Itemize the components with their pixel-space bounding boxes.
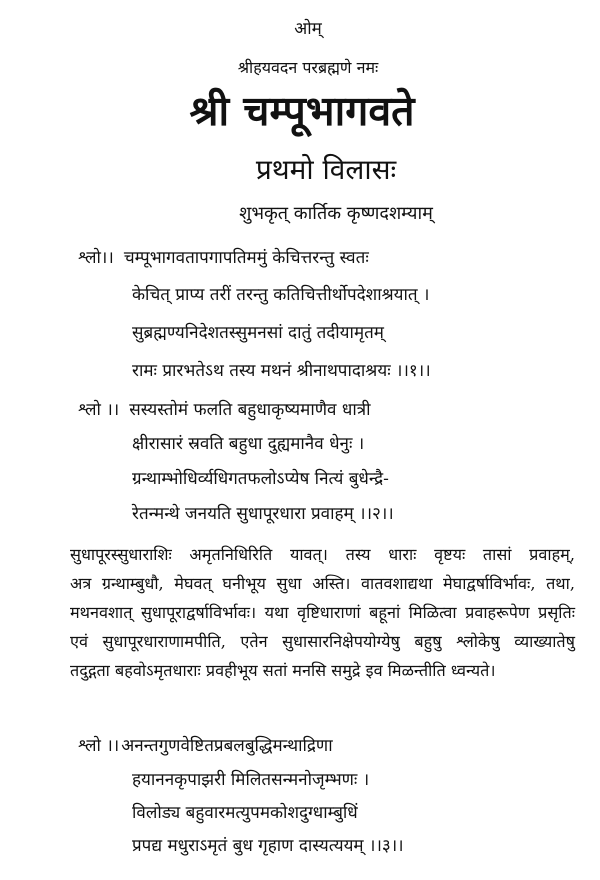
verse-line <box>78 245 369 268</box>
verse-line: ग्रन्थाम्भोधिर्व्यधिगतफलोऽप्येष नित्यं बुधेन्द्रै- <box>132 469 389 489</box>
verse-line: रेतन्मन्थे जनयति सुधापूरधारा प्रवाहम् ।।२।। <box>132 504 394 524</box>
chapter-heading: प्रथमो विलासः <box>255 153 397 186</box>
verse-line: विलोड्य बहुवारमत्युपमकोशदुग्धाम्बुधिं <box>132 803 358 823</box>
commentary-line: एवं सुधापूरधाराणामपीति, एतेन सुधासारनिक्षेपयोग्येषु बहुषु श्लोकेषु व्याख्यातेषु <box>70 632 575 651</box>
verse-text: चम्पूभागवतापगापतिममुं केचित्तरन्तु स्वतः <box>123 248 369 268</box>
verse-line: रामः प्रारभतेऽथ तस्य मथनं श्रीनाथपादाश्रयः ।।१।। <box>132 361 431 381</box>
commentary-line: तदुद्गता बहवोऽमृतधाराः प्रवहीभूय सतां मनसि समुद्रे इव मिळन्तीति ध्वन्यते। <box>70 661 496 680</box>
verse-line: क्षीरासारं स्रवति बहुधा दुह्यमानैव धेनुः । <box>132 434 365 454</box>
commentary-line: अत्र ग्रन्थाम्बुधौ, मेघवत् घनीभूय सुधा अस्ति। वातवशाद्यथा मेघाद्वर्षाविर्भावः, तथा, <box>70 574 575 593</box>
om-heading: ओम् <box>294 19 322 39</box>
verse-line: हयाननकृपाझरी मिलितसन्मनोजृम्भणः । <box>132 770 370 790</box>
verse-label: श्लो ।। <box>78 736 120 756</box>
invocation-line: श्रीहयवदन परब्रह्मणे नमः <box>237 58 379 77</box>
date-line: शुभकृत् कार्तिक कृष्णदशम्याम् <box>239 203 433 224</box>
commentary-paragraph <box>70 543 575 688</box>
verse-line: केचित् प्राप्य तरीं तरन्तु कतिचित्तीर्थोपदेशाश्रयात् । <box>132 285 430 305</box>
verse-line <box>78 733 333 756</box>
verse-label: श्लो।। <box>78 248 114 268</box>
verse-label: श्लो ।। <box>78 400 120 420</box>
verse-text: सस्यस्तोमं फलति बहुधाकृष्यमाणैव धात्री <box>129 400 371 420</box>
verse-text: अनन्तगुणवेष्टितप्रबलबुद्धिमन्थाद्रिणा <box>121 736 333 756</box>
commentary-line: सुधापूरस्सुधाराशिः अमृतनिधिरिति यावत्। तस्य धाराः वृष्टयः तासां प्रवाहम्, <box>70 545 575 564</box>
verse-line: सुब्रह्मण्यनिदेशतस्सुमनसां दातुं तदीयामृतम् <box>132 323 384 343</box>
page-title: श्री चम्पूभागवते <box>189 87 415 135</box>
verse-line: प्रपद्य मधुराऽमृतं बुध गृहाण दास्यत्ययम् ।।३।। <box>132 836 404 856</box>
verse-line <box>78 397 371 420</box>
commentary-line: मथनवशात् सुधापूराद्वर्षाविर्भावः। यथा वृष्टिधाराणां बहूनां मिळित्वा प्रवाहरूपेण प्रसृतिः <box>70 603 575 622</box>
